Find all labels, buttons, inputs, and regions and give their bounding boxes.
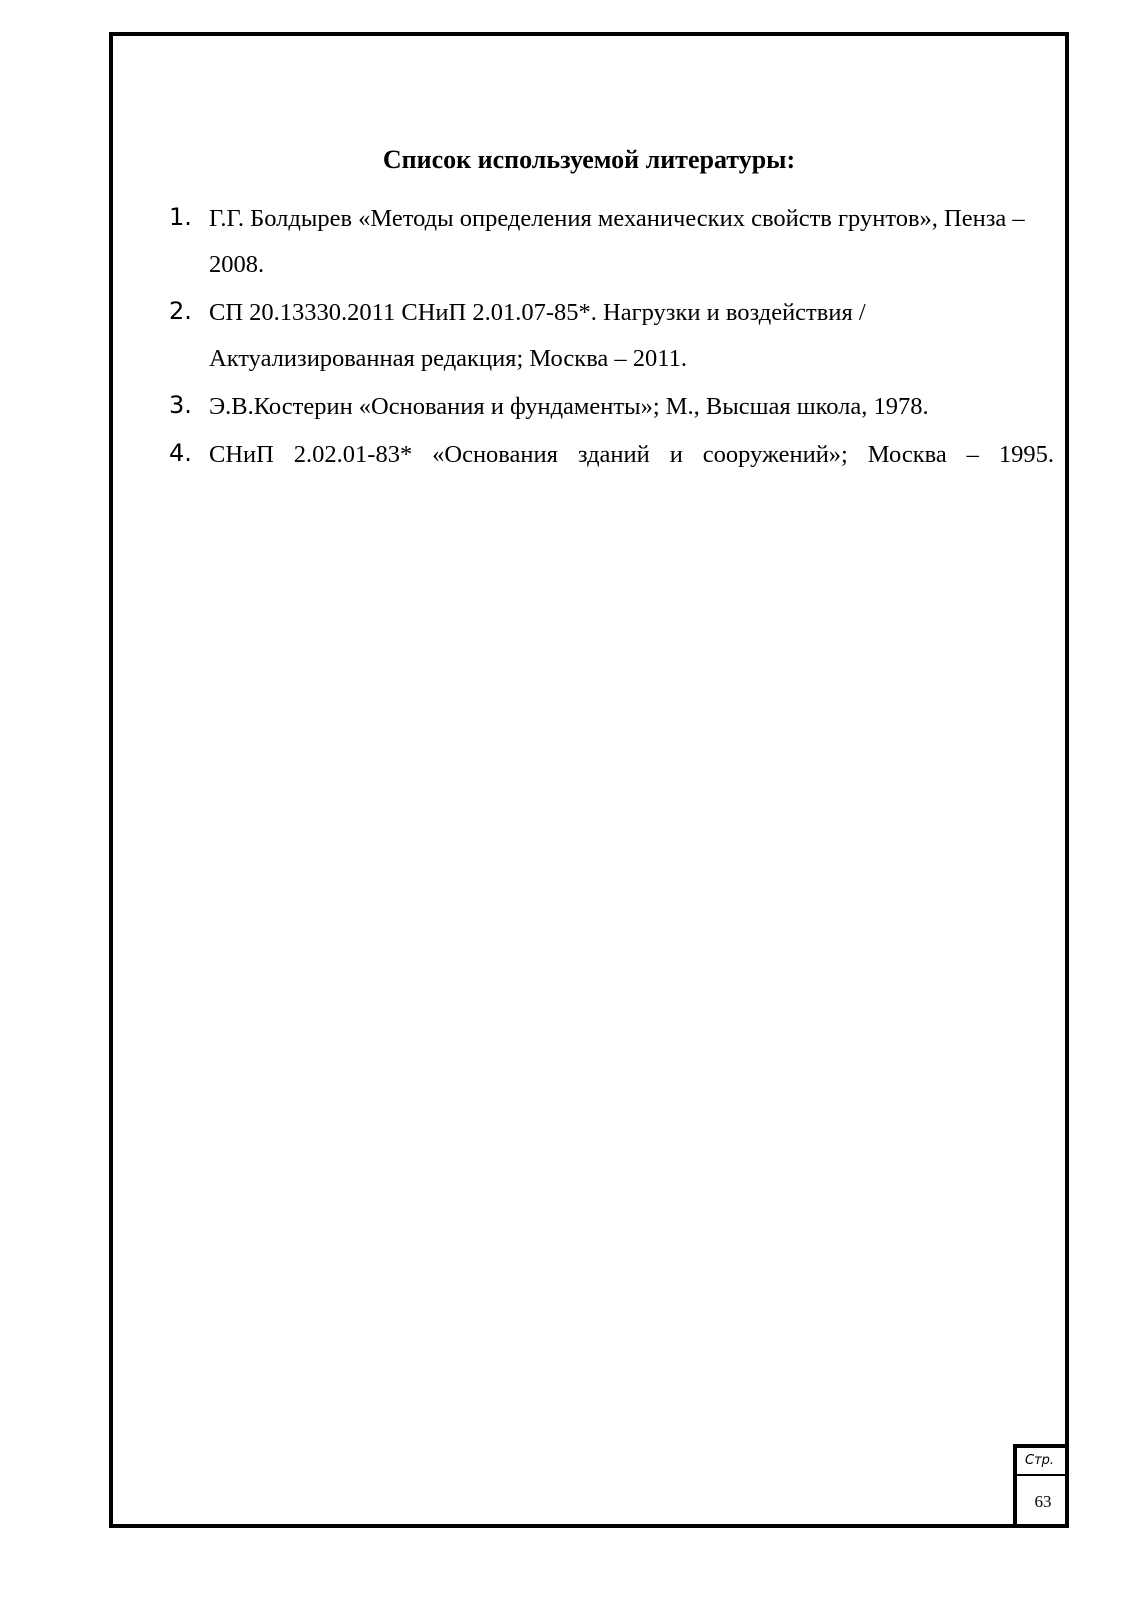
page-title: Список используемой литературы: xyxy=(382,145,796,174)
reference-number: 3. xyxy=(169,391,192,419)
reference-list xyxy=(169,196,1054,480)
page-number-stamp xyxy=(1013,1444,1069,1528)
reference-item xyxy=(169,290,1054,382)
reference-item xyxy=(169,384,1054,430)
stamp-label: Стр. xyxy=(1017,1448,1069,1476)
reference-text: Г.Г. Болдырев «Методы определения механических свойств грунтов», Пенза – 2008. xyxy=(209,205,1025,278)
reference-number: 2. xyxy=(169,297,192,325)
reference-number: 4. xyxy=(169,439,192,467)
reference-item xyxy=(169,432,1054,478)
reference-text: Э.В.Костерин «Основания и фундаменты»; М., Высшая школа, 1978. xyxy=(209,393,929,420)
reference-text: СНиП 2.02.01-83* «Основания зданий и сооружений»; Москва – 1995. xyxy=(209,441,1054,468)
reference-number: 1. xyxy=(169,203,192,231)
reference-item xyxy=(169,196,1054,288)
reference-text: СП 20.13330.2011 СНиП 2.01.07-85*. Нагрузки и воздействия / Актуализированная редакция; Москва – 2011. xyxy=(209,299,866,372)
page-frame xyxy=(109,32,1069,1528)
page-number: 63 xyxy=(1034,1492,1052,1511)
